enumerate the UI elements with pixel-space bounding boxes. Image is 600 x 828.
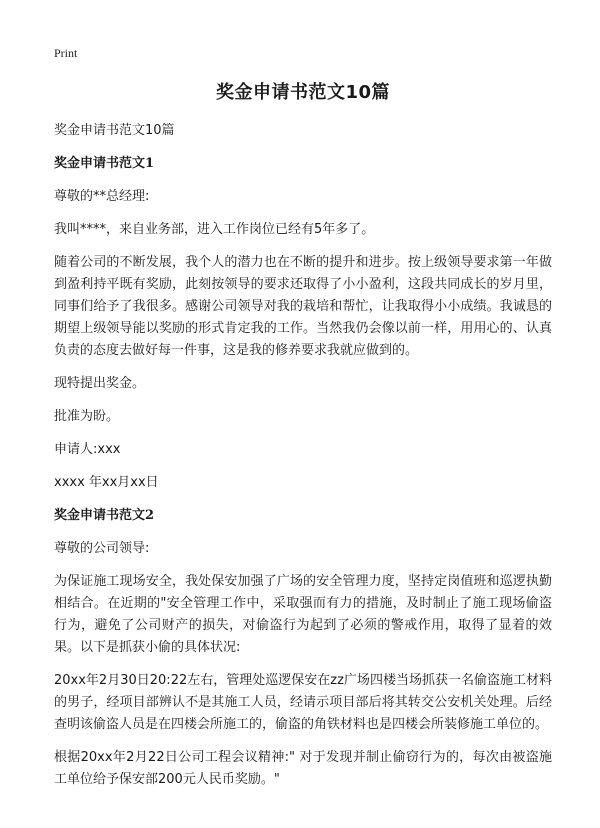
section-2-heading: 奖金申请书范文2: [54, 508, 155, 523]
section-1-paragraph-1: 我叫****，来自业务部，进入工作岗位已经有5年多了。: [54, 222, 375, 237]
section-1-paragraph-3: 现特提出奖金。: [54, 376, 146, 391]
section-2-salutation: 尊敬的公司领导:: [54, 541, 150, 556]
section-1-paragraph-2: 随着公司的不断发展，我个人的潜力也在不断的提升和进步。按上级领导要求第一年做到盈利持平既有奖励，此刻按领导的要求还取得了小小盈利，这段共同成长的岁月里，同事们给予了我很多。感谢公司领导对我的栽培和帮忙，让我取得小小成绩。我诚恳的期望上级领导能以奖励的形式肯定我的工作。当然我仍会像以前一样，用用心的、认真负责的态度去做好每一件事，这是我的修养要求我就应做到的。: [54, 255, 552, 358]
page-title: 奖金申请书范文10篇: [215, 82, 391, 103]
section-2-paragraph-2: 20xx年2月30日20:22左右，管理处巡逻保安在zz广场四楼当场抓获一名偷盗施工材料的男子，经项目部辨认不是其施工人员，经请示项目部后将其转交公安机关处理。后经查明该偷盗人员是在四楼会所施工的，偷盗的角铁材料也是四楼会所装修施工单位的。: [54, 673, 552, 732]
section-1-paragraph-4: 批准为盼。: [54, 409, 120, 424]
print-link[interactable]: Print: [54, 46, 78, 60]
document-subtitle: 奖金申请书范文10篇: [54, 123, 175, 138]
section-1-date: xxxx 年xx月xx日: [54, 475, 159, 490]
section-1-salutation: 尊敬的**总经理:: [54, 189, 150, 204]
section-1-heading: 奖金申请书范文1: [54, 156, 155, 171]
document-page: [54, 78, 552, 802]
section-2-paragraph-3: 根据20xx年2月22日公司工程会议精神:" 对于发现并制止偷窃行为的，每次由被盗施工单位给予保安部200元人民币奖励。": [54, 750, 552, 787]
section-1-applicant: 申请人:xxx: [54, 442, 121, 457]
section-2-paragraph-1: 为保证施工现场安全，我处保安加强了广场的安全管理力度，坚持定岗值班和巡逻执勤相结合。在近期的"安全管理工作中，采取强而有力的措施，及时制止了施工现场偷盗行为，避免了公司财产的损失，对偷盗行为起到了必须的警戒作用，取得了显着的效果。以下是抓获小偷的具体状况:: [54, 574, 552, 655]
